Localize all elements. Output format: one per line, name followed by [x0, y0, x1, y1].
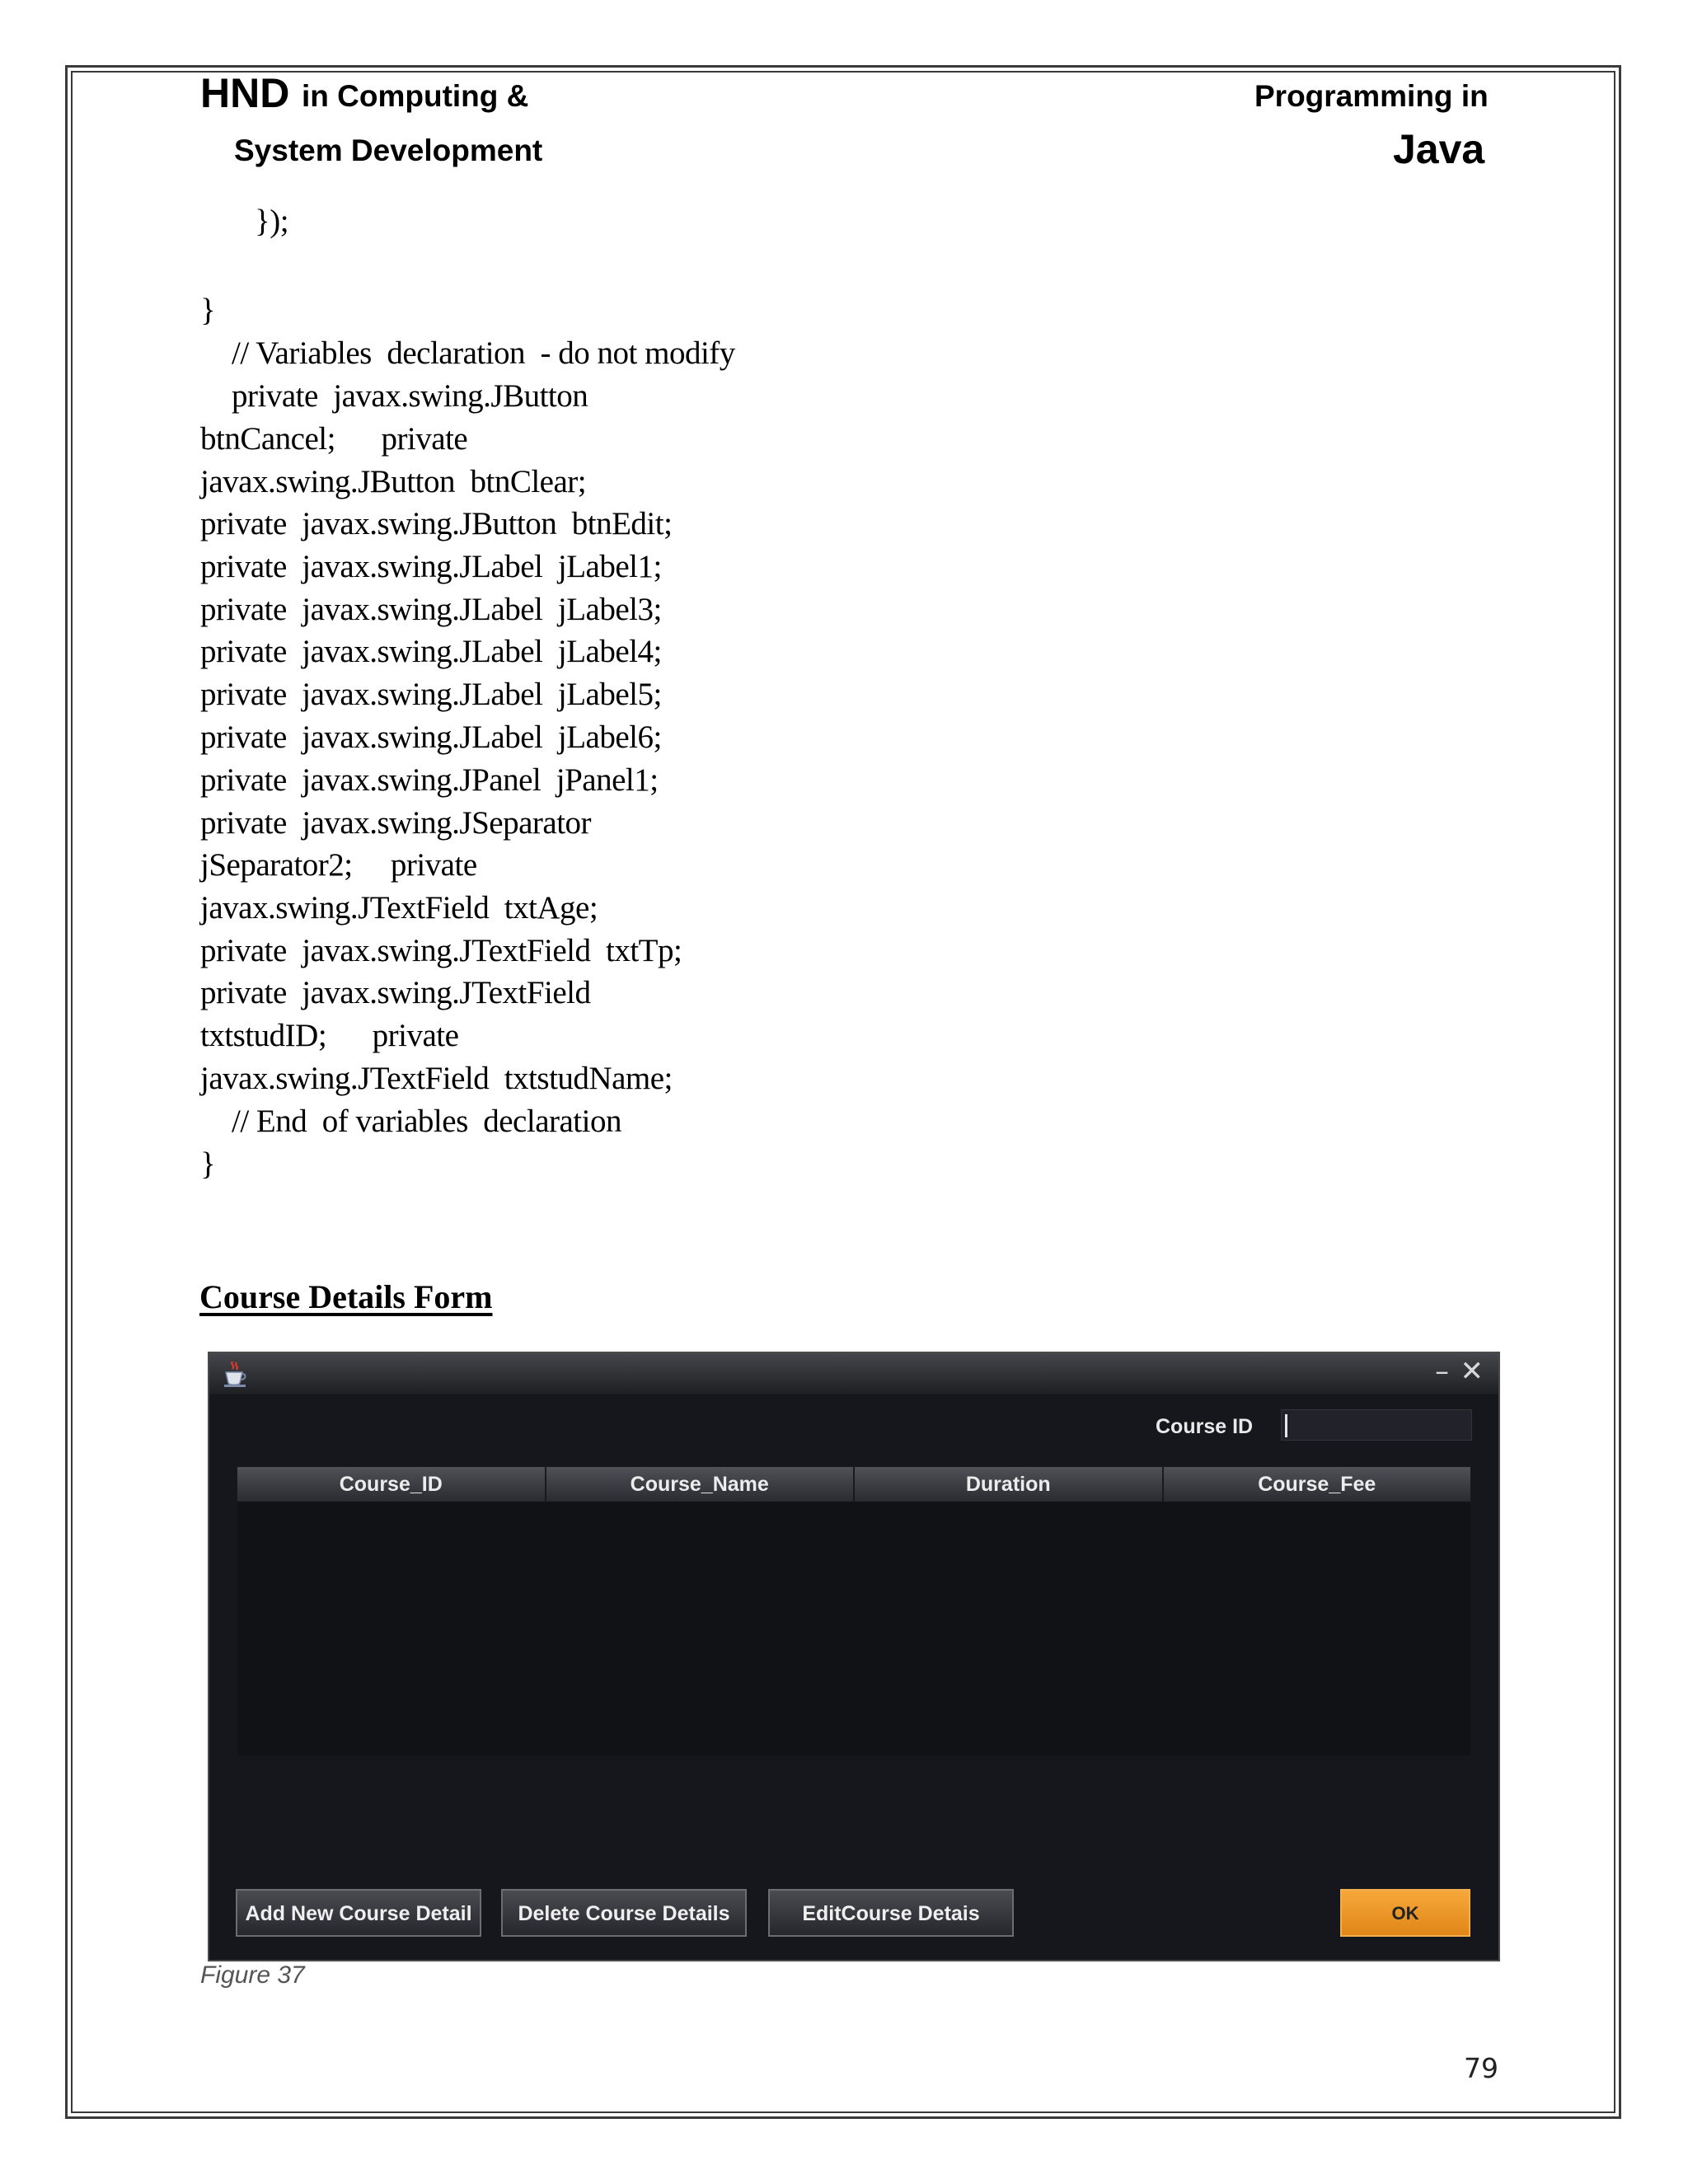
header-hnd: HND [200, 70, 290, 116]
course-table[interactable] [237, 1467, 1470, 1755]
column-header-course-fee[interactable]: Course_Fee [1164, 1467, 1471, 1502]
code-line: javax.swing.JTextField txtstudName; [200, 1061, 673, 1096]
code-line: private javax.swing.JSeparator [200, 805, 592, 841]
course-id-label: Course ID [1156, 1415, 1254, 1438]
code-line: javax.swing.JButton btnClear; [200, 464, 587, 499]
header-java: Java [1393, 126, 1485, 172]
ok-button[interactable]: OK [1340, 1889, 1470, 1937]
code-line: } [200, 1146, 216, 1182]
code-line: } [200, 293, 216, 328]
figure-caption: Figure 37 [200, 1961, 305, 1989]
code-line: private javax.swing.JTextField txtTp; [200, 933, 682, 968]
delete-course-button[interactable]: Delete Course Details [501, 1889, 747, 1937]
header-programming: Programming in [1254, 79, 1489, 113]
section-heading: Course Details Form [199, 1278, 493, 1315]
code-line: }); [255, 204, 289, 239]
table-header [237, 1467, 1470, 1502]
code-line: private javax.swing.JLabel jLabel1; [200, 549, 662, 584]
code-line: jSeparator2; private [200, 847, 477, 883]
code-line: // End of variables declaration [232, 1104, 621, 1139]
code-line: // Variables declaration - do not modify [232, 335, 735, 371]
code-line: private javax.swing.JButton btnEdit; [200, 506, 673, 541]
code-line: private javax.swing.JLabel jLabel4; [200, 634, 662, 669]
add-course-button[interactable]: Add New Course Detail [236, 1889, 481, 1937]
close-icon[interactable]: ✕ [1460, 1355, 1484, 1388]
code-line: javax.swing.JTextField txtAge; [200, 890, 598, 926]
edit-course-button[interactable]: EditCourse Detais [768, 1889, 1014, 1937]
column-header-duration[interactable]: Duration [855, 1467, 1164, 1502]
code-line: txtstudID; private [200, 1018, 459, 1053]
code-line: private javax.swing.JLabel jLabel6; [200, 719, 662, 755]
code-line: private javax.swing.JTextField [200, 975, 591, 1010]
header-system-development: System Development [234, 134, 543, 167]
code-line: private javax.swing.JButton [232, 378, 588, 414]
column-header-course-name[interactable]: Course_Name [546, 1467, 856, 1502]
window-titlebar [209, 1353, 1498, 1394]
column-header-course-id[interactable]: Course_ID [237, 1467, 546, 1502]
code-line: private javax.swing.JPanel jPanel1; [200, 762, 659, 798]
course-details-window [208, 1352, 1500, 1961]
minimize-icon[interactable]: – [1435, 1355, 1449, 1388]
page-number: 79 [1464, 2052, 1498, 2084]
java-cup-icon [223, 1360, 247, 1388]
header-computing: in Computing & [302, 79, 529, 113]
code-line: private javax.swing.JLabel jLabel3; [200, 592, 662, 627]
code-line: private javax.swing.JLabel jLabel5; [200, 677, 662, 712]
code-line: btnCancel; private [200, 421, 468, 457]
course-id-input[interactable] [1281, 1409, 1472, 1441]
